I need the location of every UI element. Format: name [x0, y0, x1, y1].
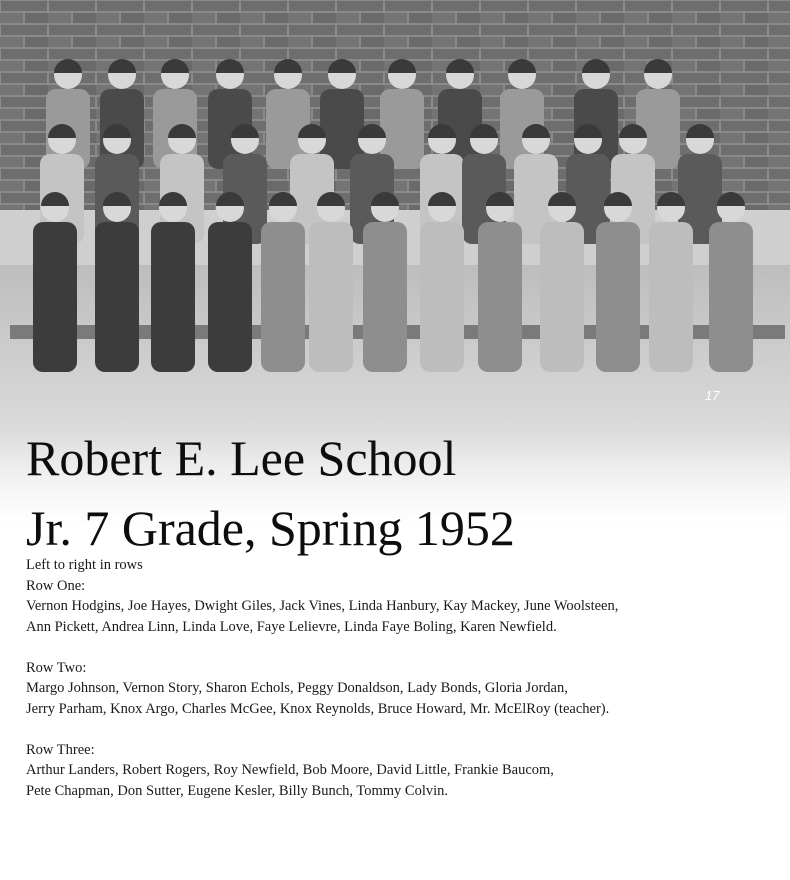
row-one-names: Ann Pickett, Andrea Linn, Linda Love, Faye Lelievre, Linda Faye Boling, Karen Newfield.: [26, 618, 557, 635]
names-caption: [26, 555, 776, 801]
row-two-names: Margo Johnson, Vernon Story, Sharon Echols, Peggy Donaldson, Lady Bonds, Gloria Jordan,: [26, 680, 568, 696]
row-two-label: Row Two:: [26, 659, 87, 676]
photo-number: 17: [705, 388, 720, 403]
intro-text: Left to right in rows: [26, 557, 143, 573]
row-three-names: Arthur Landers, Robert Rogers, Roy Newfield, Bob Moore, David Little, Frankie Baucom,: [26, 762, 554, 778]
row-two-names: Jerry Parham, Knox Argo, Charles McGee, Knox Reynolds, Bruce Howard, Mr. McElRoy (teacher).: [26, 700, 610, 717]
class-subtitle: Jr. 7 Grade, Spring 1952: [26, 500, 515, 556]
row-three-names: Pete Chapman, Don Sutter, Eugene Kesler, Billy Bunch, Tommy Colvin.: [26, 782, 449, 799]
row-one-label: Row One:: [26, 577, 86, 594]
row-three-label: Row Three:: [26, 741, 95, 758]
row-one-names: Vernon Hodgins, Joe Hayes, Dwight Giles, Jack Vines, Linda Hanbury, Kay Mackey, June Woolsteen,: [26, 598, 619, 614]
school-title: Robert E. Lee School: [26, 430, 457, 486]
